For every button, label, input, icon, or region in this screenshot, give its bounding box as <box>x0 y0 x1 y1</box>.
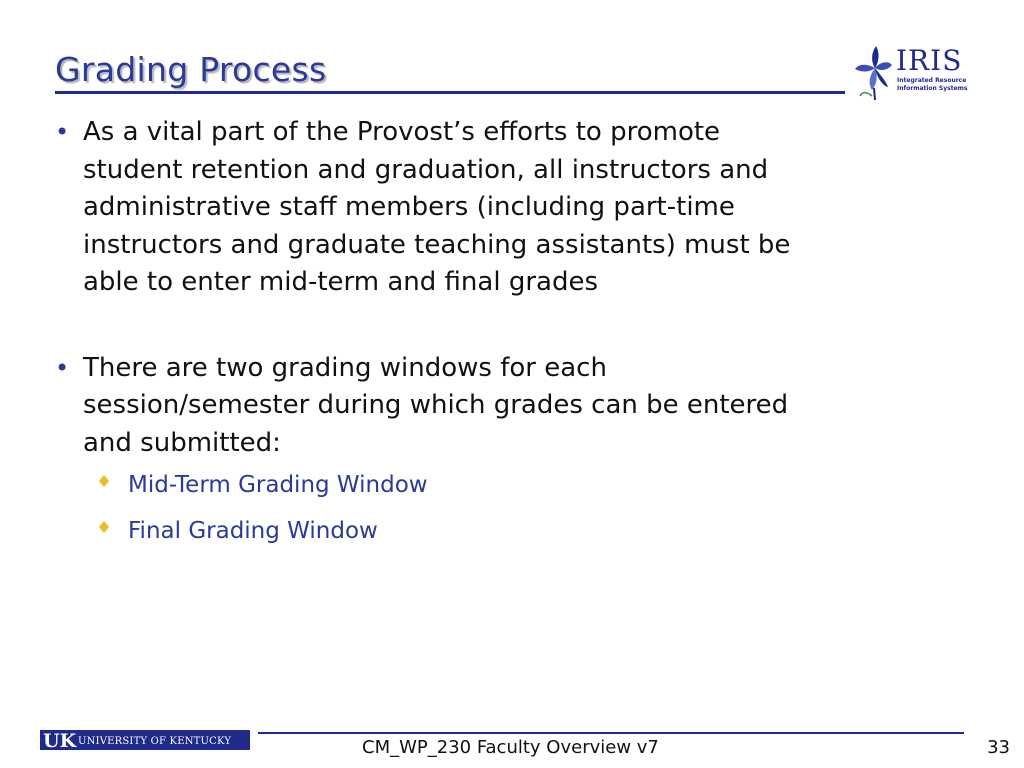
sub-bullet-final <box>55 508 955 554</box>
bullet-1-line-4: instructors and graduate teaching assistants) must be <box>83 229 791 260</box>
bullet-2-line-3: and submitted: <box>83 427 281 458</box>
title-underline <box>55 91 845 94</box>
sub-bullet-midterm <box>55 462 955 508</box>
uk-logo <box>40 730 250 750</box>
slide-title: Grading Process <box>55 50 327 89</box>
iris-flower-icon <box>855 46 892 100</box>
slide-body <box>55 114 955 554</box>
uk-logo-text: UNIVERSITY OF KENTUCKY <box>78 736 232 747</box>
bullet-1-line-1: As a vital part of the Provost’s efforts to promote <box>83 117 721 147</box>
iris-tagline-line2: Information Systems <box>897 85 968 92</box>
iris-logo <box>850 40 968 102</box>
uk-logo-mark: UK <box>43 730 77 752</box>
bullet-1-line-3: administrative staff members (including part-time <box>83 192 735 222</box>
bullet-marker: • <box>55 353 70 382</box>
sub-bullet-midterm-label: Mid-Term Grading Window <box>128 472 428 498</box>
sub-bullet-final-label: Final Grading Window <box>128 518 378 544</box>
uk-logo-graphic <box>40 730 250 750</box>
iris-wordmark: IRIS <box>896 44 963 77</box>
bullet-2-line-2: session/semester during which grades can be entered <box>83 390 789 420</box>
bullet-1-line-2: student retention and graduation, all instructors and <box>83 154 769 185</box>
bullet-1-line-5: able to enter mid-term and final grades <box>83 267 598 297</box>
bullet-marker: • <box>55 118 70 146</box>
bullet-2-line-1: There are two grading windows for each <box>83 352 607 383</box>
diamond-bullet-icon <box>99 521 109 533</box>
diamond-bullet-icon <box>99 475 109 487</box>
footer-rule <box>258 732 964 734</box>
bullet-spacer <box>55 302 955 350</box>
bullet-2 <box>55 350 955 463</box>
iris-tagline-line1: Integrated Resource <box>897 77 967 84</box>
iris-logo-graphic <box>850 40 968 102</box>
page-number: 33 <box>987 737 1010 758</box>
bullet-1 <box>55 114 955 302</box>
footer-text: CM_WP_230 Faculty Overview v7 <box>362 737 659 758</box>
